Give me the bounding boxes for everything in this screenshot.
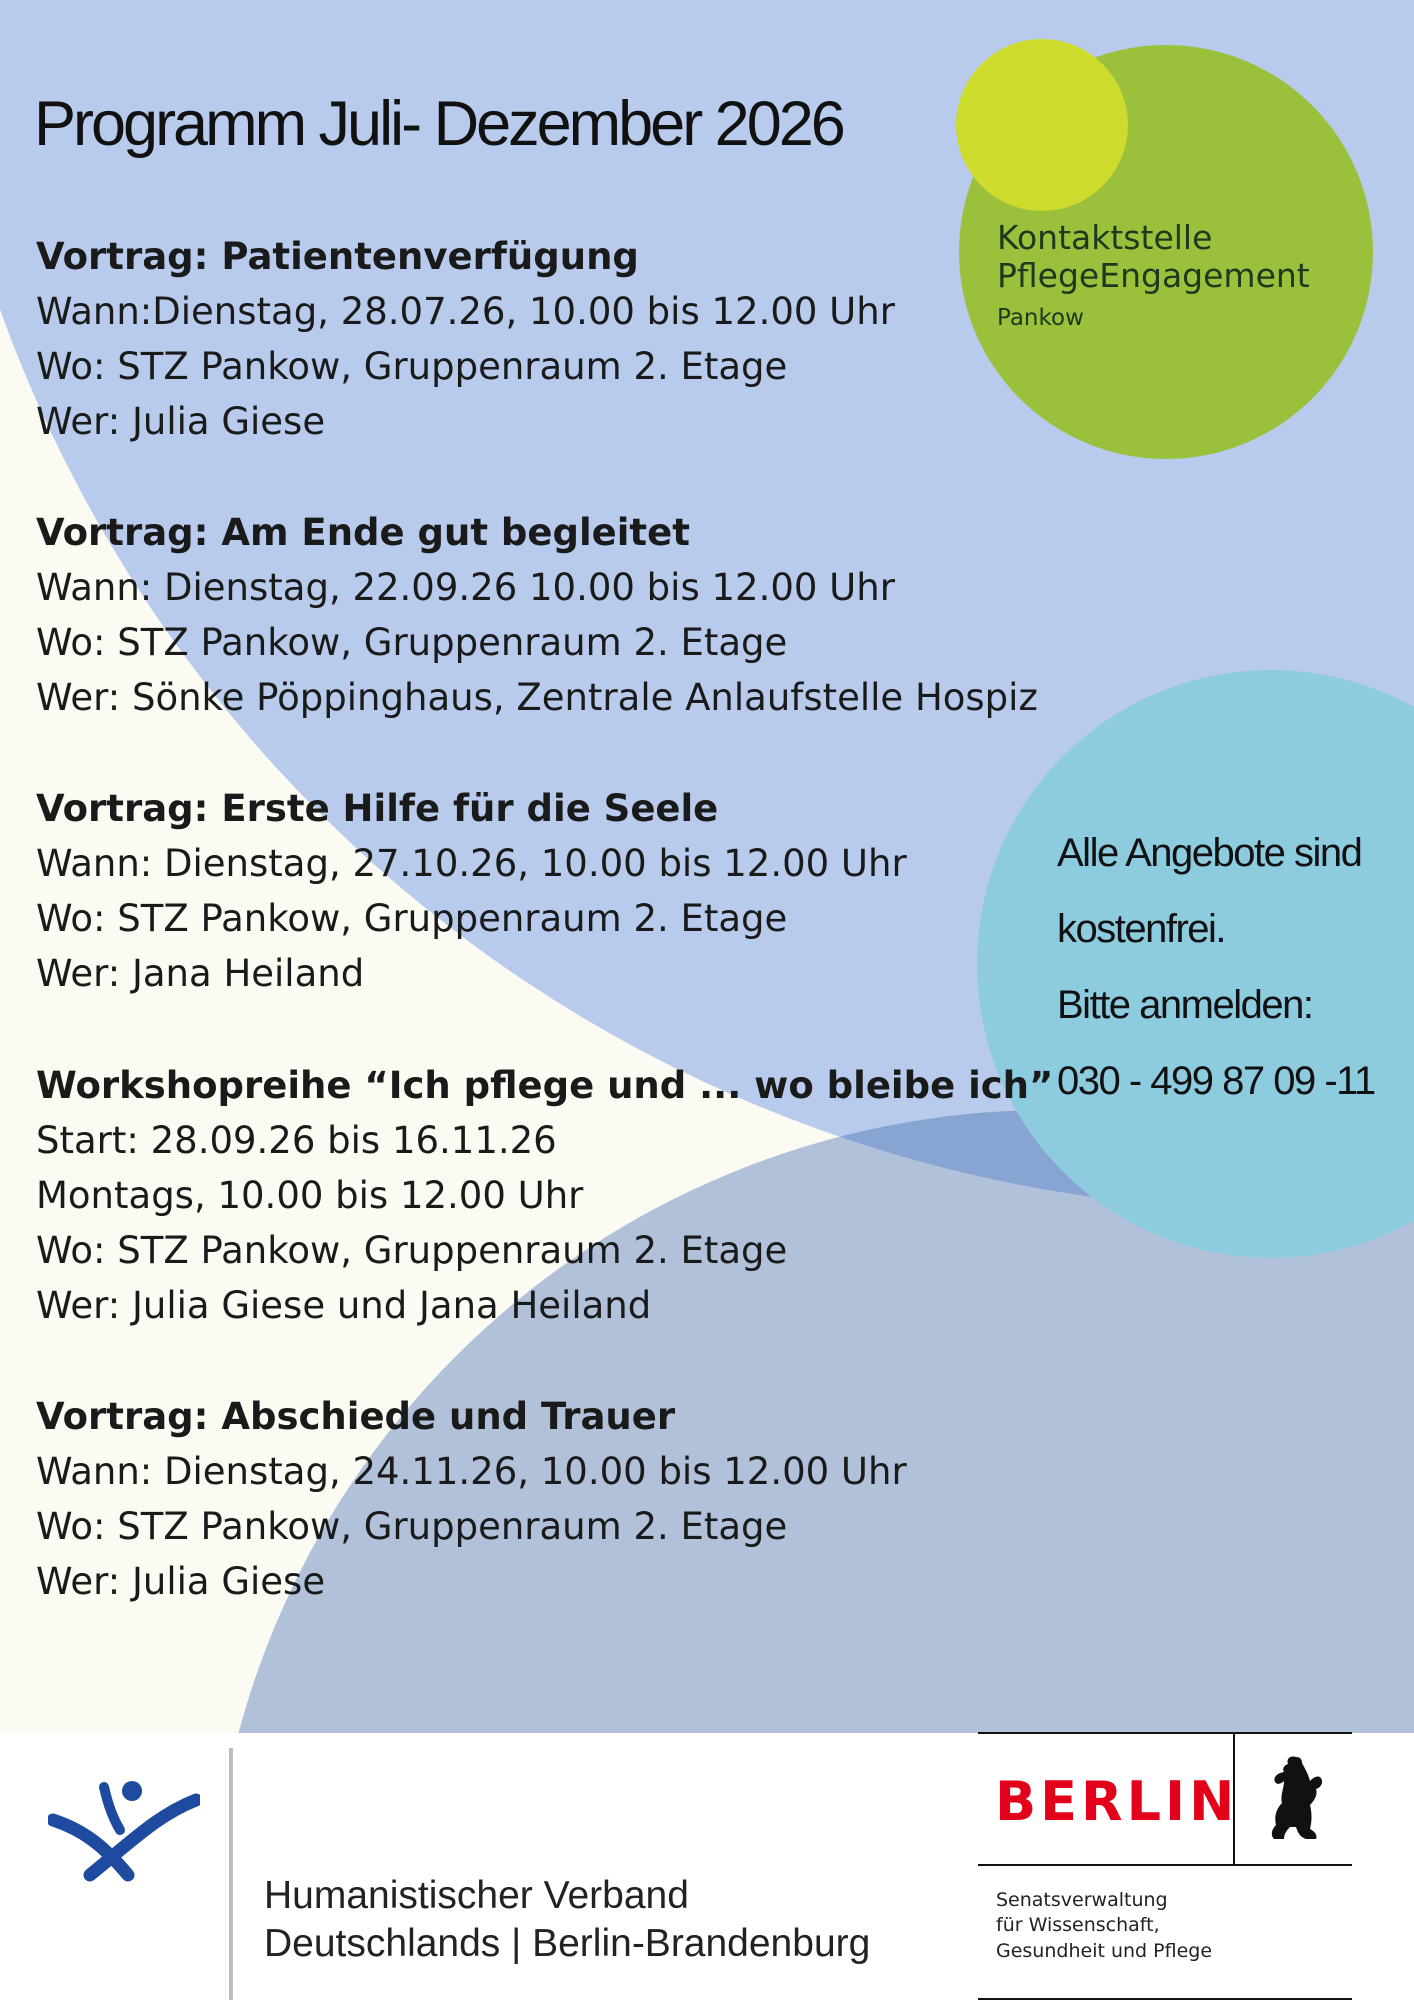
- event-where: Wo: STZ Pankow, Gruppenraum 2. Etage: [36, 345, 788, 388]
- event-workshopreihe: [36, 1058, 1053, 1333]
- event-heading: Workshopreihe “Ich pflege und ... wo bleibe ich”: [36, 1064, 1054, 1107]
- hvd-name-line-2: Deutschlands | Berlin-Brandenburg: [264, 1922, 871, 1965]
- event-am-ende-gut-begleitet: [36, 505, 1038, 725]
- footer-divider: [229, 1748, 233, 2000]
- event-who: Wer: Julia Giese: [36, 1560, 326, 1603]
- event-start: Start: 28.09.26 bis 16.11.26: [36, 1119, 557, 1162]
- senat-line-2: für Wissenschaft,: [996, 1914, 1160, 1936]
- event-when: Wann: Dienstag, 24.11.26, 10.00 bis 12.00 Uhr: [36, 1450, 907, 1493]
- event-heading: Vortrag: Abschiede und Trauer: [36, 1395, 676, 1438]
- logo-line-3: Pankow: [997, 305, 1084, 331]
- logo-line-2: PflegeEngagement: [997, 256, 1310, 295]
- info-phone: 030 - 499 87 09 -11: [1057, 1059, 1375, 1103]
- event-erste-hilfe-seele: [36, 781, 907, 1001]
- event-heading: Vortrag: Patientenverfügung: [36, 235, 639, 278]
- info-line-3: Bitte anmelden:: [1057, 983, 1313, 1027]
- event-who: Wer: Jana Heiland: [36, 952, 365, 995]
- info-line-1: Alle Angebote sind: [1057, 831, 1362, 875]
- event-where: Wo: STZ Pankow, Gruppenraum 2. Etage: [36, 1229, 788, 1272]
- event-where: Wo: STZ Pankow, Gruppenraum 2. Etage: [36, 621, 788, 664]
- info-line-2: kostenfrei.: [1057, 907, 1226, 951]
- event-abschiede-trauer: [36, 1389, 907, 1609]
- event-where: Wo: STZ Pankow, Gruppenraum 2. Etage: [36, 897, 788, 940]
- event-who: Wer: Julia Giese und Jana Heiland: [36, 1284, 652, 1327]
- lime-logo-circle: [956, 39, 1128, 211]
- logo-line-1: Kontaktstelle: [997, 218, 1213, 257]
- berlin-top-rule: [978, 1732, 1352, 1734]
- berlin-bear-icon: [1266, 1755, 1326, 1841]
- senat-line-3: Gesundheit und Pflege: [996, 1940, 1213, 1962]
- senat-line-1: Senatsverwaltung: [996, 1889, 1168, 1911]
- hvd-name-line-1: Humanistischer Verband: [264, 1874, 689, 1917]
- event-where: Wo: STZ Pankow, Gruppenraum 2. Etage: [36, 1505, 788, 1548]
- berlin-wordmark: BERLIN: [995, 1770, 1239, 1833]
- event-when: Wann: Dienstag, 22.09.26 10.00 bis 12.00 Uhr: [36, 566, 895, 609]
- event-when: Wann:Dienstag, 28.07.26, 10.00 bis 12.00 Uhr: [36, 290, 895, 333]
- event-when: Wann: Dienstag, 27.10.26, 10.00 bis 12.00 Uhr: [36, 842, 907, 885]
- event-who: Wer: Sönke Pöppinghaus, Zentrale Anlaufstelle Hospiz: [36, 676, 1038, 719]
- event-heading: Vortrag: Am Ende gut begleitet: [36, 511, 690, 554]
- page-title: Programm Juli- Dezember 2026: [34, 89, 843, 159]
- event-who: Wer: Julia Giese: [36, 400, 326, 443]
- hvd-figure-icon: [48, 1775, 200, 1885]
- berlin-mid-rule: [978, 1864, 1352, 1866]
- event-time: Montags, 10.00 bis 12.00 Uhr: [36, 1174, 584, 1217]
- event-patientenverfuegung: [36, 229, 895, 449]
- event-heading: Vortrag: Erste Hilfe für die Seele: [36, 787, 719, 830]
